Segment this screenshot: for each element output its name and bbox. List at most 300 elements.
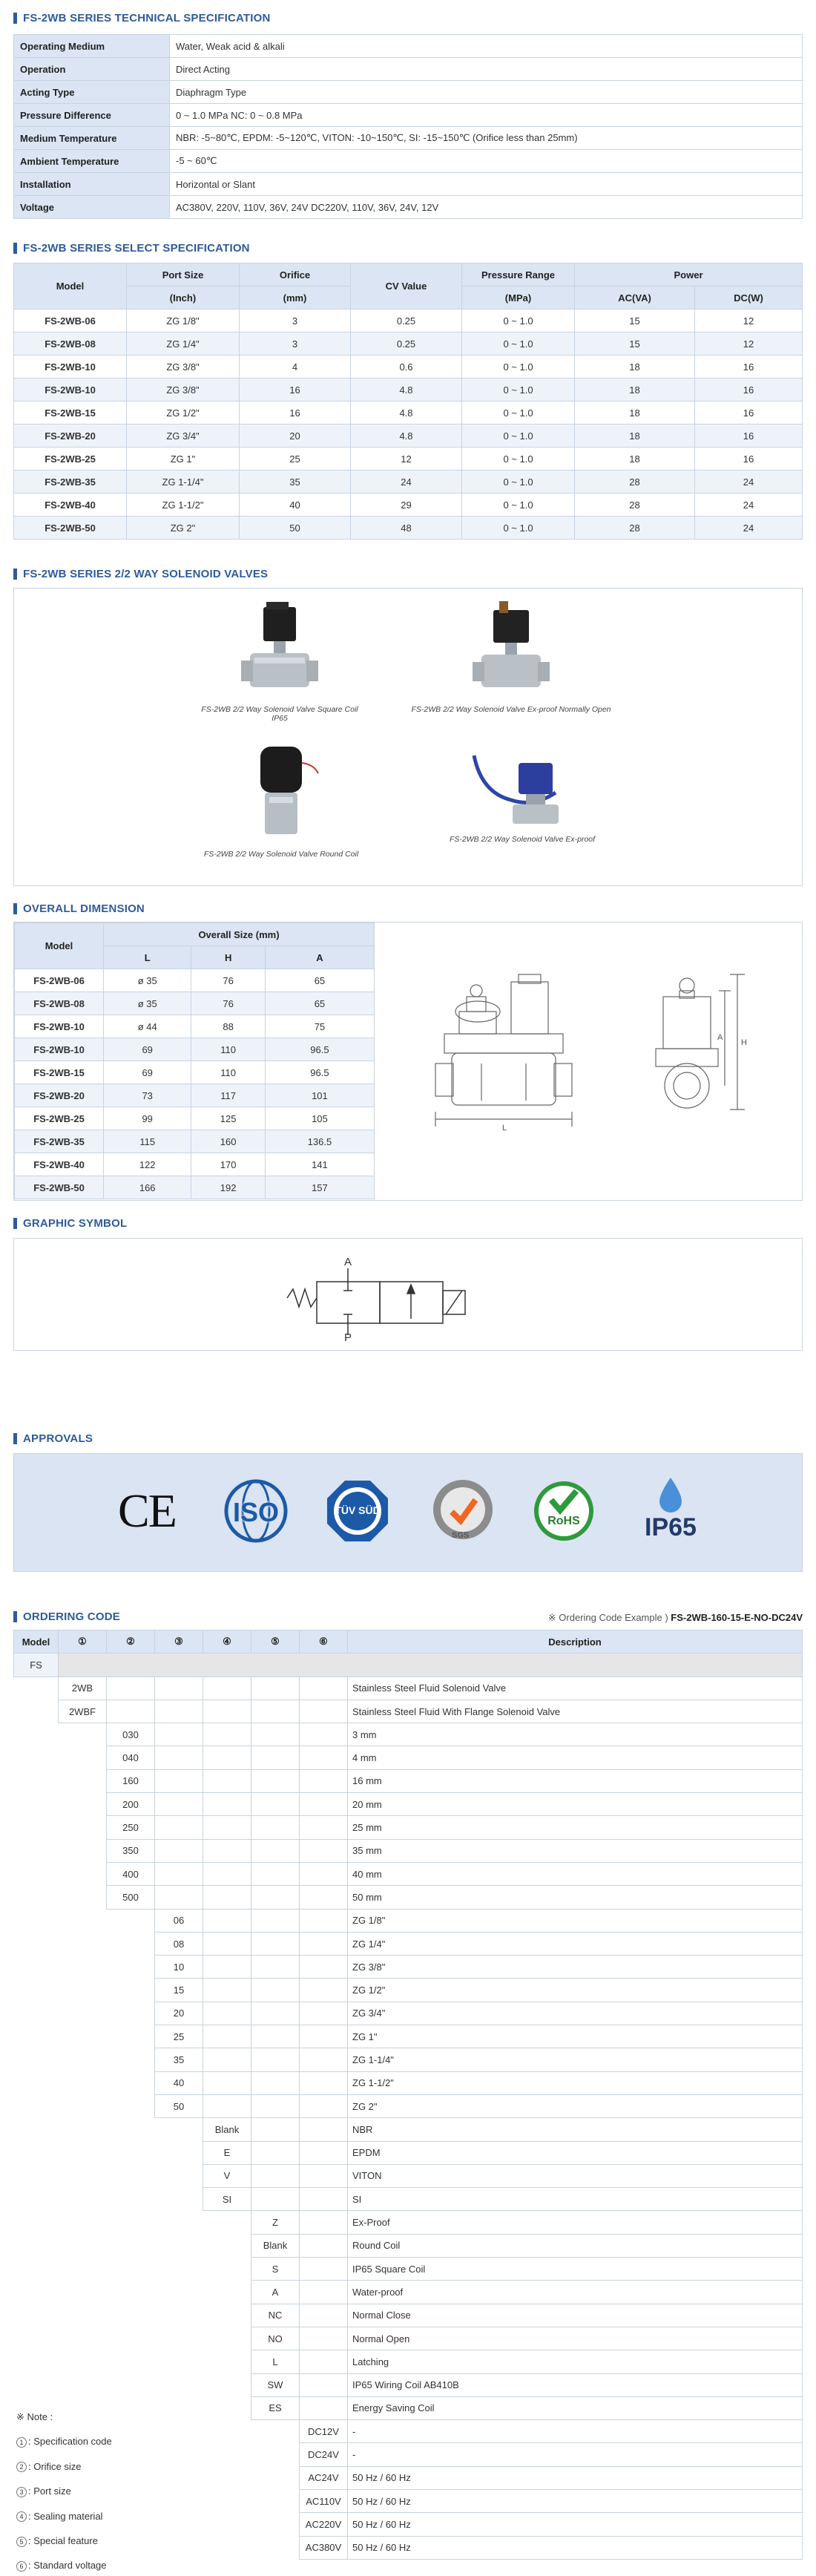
table-cell: 110 — [191, 1038, 265, 1061]
description-cell: Water-proof — [348, 2281, 803, 2304]
table-row — [14, 2188, 803, 2211]
ordering-table — [13, 1630, 803, 2560]
tech-spec-title: FS-2WB SERIES TECHNICAL SPECIFICATION — [23, 12, 271, 24]
table-row — [15, 1176, 375, 1199]
table-cell: 65 — [265, 969, 374, 992]
blank-cell — [155, 2164, 203, 2187]
col-orifice-unit: (mm) — [240, 286, 351, 309]
table-cell: 4.8 — [351, 378, 462, 402]
blank-cell — [107, 2188, 155, 2211]
empty-cell — [251, 1746, 300, 1769]
table-row — [15, 969, 375, 992]
iso-logo-text: ISO — [232, 1497, 279, 1527]
table-row — [14, 309, 803, 332]
table-row — [14, 2141, 803, 2164]
spec-row — [14, 127, 803, 150]
table-row — [15, 1015, 375, 1038]
dim-col-overall: Overall Size (mm) — [104, 923, 375, 946]
blank-cell — [59, 1839, 107, 1862]
table-row — [14, 1793, 803, 1816]
valve-caption-1: FS-2WB 2/2 Way Solenoid Valve Square Coil IP65 — [201, 705, 358, 723]
table-cell: 16 — [695, 378, 803, 402]
table-row — [14, 2443, 803, 2466]
table-cell: 0 ~ 1.0 — [462, 332, 575, 355]
table-row — [15, 1084, 375, 1107]
table-row — [14, 2373, 803, 2396]
table-row — [14, 448, 803, 471]
empty-cell — [155, 1723, 203, 1746]
blank-cell — [59, 2048, 107, 2071]
blank-cell — [155, 2211, 203, 2234]
empty-cell — [203, 2002, 251, 2025]
spec-value: Water, Weak acid & alkali — [170, 35, 803, 58]
table-cell: 160 — [191, 1130, 265, 1153]
heading-bar — [13, 568, 17, 580]
empty-cell — [251, 2188, 300, 2211]
empty-cell — [155, 1886, 203, 1909]
table-cell: ZG 1" — [127, 448, 240, 471]
empty-cell — [251, 2118, 300, 2141]
blank-cell — [14, 1700, 59, 1723]
blank-cell — [14, 1932, 59, 1955]
blank-cell — [107, 2164, 155, 2187]
table-cell: FS-2WB-35 — [14, 471, 127, 494]
spec-row — [14, 35, 803, 58]
blank-cell — [203, 2211, 251, 2234]
valve-caption-3: FS-2WB 2/2 Way Solenoid Valve Round Coil — [203, 850, 359, 859]
note-title: ※ Note : — [16, 2411, 53, 2422]
dim-col-a: A — [265, 946, 374, 969]
blank-cell — [14, 2002, 59, 2025]
blank-cell — [107, 2489, 155, 2512]
blank-cell — [59, 2211, 107, 2234]
select-spec-heading — [13, 242, 250, 255]
blank-cell — [107, 2466, 155, 2489]
table-row — [14, 2466, 803, 2489]
empty-cell — [300, 1746, 348, 1769]
table-cell: 25 — [240, 448, 351, 471]
empty-cell — [155, 1769, 203, 1792]
code-cell: 030 — [107, 1723, 155, 1746]
code-cell: ES — [251, 2396, 300, 2419]
code-cell: Blank — [251, 2234, 300, 2257]
blank-cell — [203, 2281, 251, 2304]
code-cell: SI — [203, 2188, 251, 2211]
table-cell: FS-2WB-20 — [15, 1084, 104, 1107]
blank-cell — [14, 2071, 59, 2094]
empty-cell — [203, 1677, 251, 1700]
approvals-heading — [13, 1432, 93, 1445]
description-cell: ZG 1/2" — [348, 1979, 803, 2002]
blank-cell — [14, 2188, 59, 2211]
code-cell: Blank — [203, 2118, 251, 2141]
table-cell: ø 35 — [104, 992, 191, 1015]
blank-cell — [59, 1723, 107, 1746]
table-cell: 16 — [695, 448, 803, 471]
spec-label: Medium Temperature — [14, 127, 170, 150]
description-cell: 50 mm — [348, 1886, 803, 1909]
table-row — [14, 2420, 803, 2443]
empty-cell — [251, 1979, 300, 2002]
code-cell: 20 — [155, 2002, 203, 2025]
blank-cell — [155, 2327, 203, 2350]
empty-cell — [251, 1677, 300, 1700]
table-cell: 15 — [575, 332, 695, 355]
table-cell: 0 ~ 1.0 — [462, 402, 575, 425]
table-cell: 16 — [240, 378, 351, 402]
blank-cell — [59, 2373, 107, 2396]
blank-cell — [155, 2188, 203, 2211]
blank-cell — [14, 2025, 59, 2048]
blank-cell — [107, 1956, 155, 1979]
blank-cell — [107, 1909, 155, 1932]
table-row — [14, 1979, 803, 2002]
code-cell: 35 — [155, 2048, 203, 2071]
table-cell: FS-2WB-10 — [14, 378, 127, 402]
ord-col-1: ① — [59, 1631, 107, 1654]
blank-cell — [107, 1932, 155, 1955]
valve-exproof-image — [467, 741, 578, 830]
blank-cell — [251, 2513, 300, 2536]
dimension-table — [14, 922, 375, 1199]
empty-cell — [203, 1723, 251, 1746]
empty-cell — [203, 2048, 251, 2071]
description-cell: EPDM — [348, 2141, 803, 2164]
note-item — [16, 2553, 112, 2576]
blank-cell — [155, 2281, 203, 2304]
empty-cell — [300, 1956, 348, 1979]
blank-cell — [59, 1979, 107, 2002]
table-cell: 110 — [191, 1061, 265, 1084]
empty-cell — [251, 2164, 300, 2187]
blank-cell — [107, 2071, 155, 2094]
blank-cell — [59, 1793, 107, 1816]
table-row — [14, 1839, 803, 1862]
table-cell: 125 — [191, 1107, 265, 1130]
blank-cell — [251, 2420, 300, 2443]
blank-cell — [107, 2048, 155, 2071]
drawing-label-h: H — [741, 1038, 747, 1047]
empty-cell — [300, 1700, 348, 1723]
blank-cell — [107, 1979, 155, 2002]
table-cell: 96.5 — [265, 1038, 374, 1061]
code-cell: DC12V — [300, 2420, 348, 2443]
code-cell: 40 — [155, 2071, 203, 2094]
table-row — [14, 332, 803, 355]
blank-cell — [14, 2304, 59, 2327]
blank-cell — [59, 2350, 107, 2373]
blank-cell — [14, 1886, 59, 1909]
valve-photo-round-coil — [200, 741, 363, 859]
empty-cell — [155, 1839, 203, 1862]
blank-cell — [155, 2118, 203, 2141]
table-cell: FS-2WB-40 — [15, 1153, 104, 1176]
empty-cell — [300, 2118, 348, 2141]
blank-cell — [14, 2373, 59, 2396]
table-cell: FS-2WB-10 — [15, 1015, 104, 1038]
table-row — [14, 1723, 803, 1746]
blank-cell — [155, 2396, 203, 2419]
table-cell: 69 — [104, 1038, 191, 1061]
empty-cell — [300, 2304, 348, 2327]
table-row — [14, 2396, 803, 2419]
table-row — [14, 2304, 803, 2327]
spec-value: -5 ~ 60℃ — [170, 150, 803, 173]
blank-cell — [59, 1956, 107, 1979]
blank-cell — [59, 2141, 107, 2164]
empty-cell — [251, 1932, 300, 1955]
empty-cell — [300, 2373, 348, 2396]
description-cell: 40 mm — [348, 1862, 803, 1885]
blank-cell — [14, 1979, 59, 2002]
code-cell: 50 — [155, 2094, 203, 2117]
description-cell: ZG 1/8" — [348, 1909, 803, 1932]
table-cell: FS-2WB-15 — [14, 402, 127, 425]
blank-cell — [14, 1909, 59, 1932]
table-row — [15, 1130, 375, 1153]
ord-col-6: ⑥ — [300, 1631, 348, 1654]
table-row — [14, 517, 803, 540]
blank-cell — [59, 1769, 107, 1792]
blank-cell — [59, 2258, 107, 2281]
code-cell: 040 — [107, 1746, 155, 1769]
blank-cell — [14, 1862, 59, 1885]
description-cell: ZG 2" — [348, 2094, 803, 2117]
description-cell: Normal Close — [348, 2304, 803, 2327]
table-cell: 192 — [191, 1176, 265, 1199]
valves-heading — [13, 568, 268, 580]
empty-cell — [300, 2350, 348, 2373]
table-cell: 16 — [240, 402, 351, 425]
code-cell: 2WBF — [59, 1700, 107, 1723]
blank-cell — [155, 2443, 203, 2466]
table-cell: 18 — [575, 448, 695, 471]
description-cell: ZG 3/8" — [348, 1956, 803, 1979]
description-cell: 25 mm — [348, 1816, 803, 1839]
ord-col-3: ③ — [155, 1631, 203, 1654]
ord-col-model: Model — [14, 1631, 59, 1654]
table-cell: 69 — [104, 1061, 191, 1084]
blank-cell — [203, 2536, 251, 2559]
table-cell: 12 — [695, 332, 803, 355]
spec-label: Ambient Temperature — [14, 150, 170, 173]
empty-cell — [300, 1723, 348, 1746]
blank-cell — [203, 2466, 251, 2489]
blank-cell — [107, 2258, 155, 2281]
dim-col-model: Model — [15, 923, 104, 969]
empty-cell — [300, 1839, 348, 1862]
blank-cell — [155, 2420, 203, 2443]
table-cell: FS-2WB-35 — [15, 1130, 104, 1153]
empty-cell — [300, 1769, 348, 1792]
empty-cell — [300, 2211, 348, 2234]
description-cell: 20 mm — [348, 1793, 803, 1816]
spec-label: Operating Medium — [14, 35, 170, 58]
description-cell: IP65 Square Coil — [348, 2258, 803, 2281]
note-number: 4 — [16, 2511, 27, 2522]
note-item — [16, 2454, 112, 2479]
table-cell: FS-2WB-15 — [15, 1061, 104, 1084]
description-cell: 50 Hz / 60 Hz — [348, 2489, 803, 2512]
empty-cell — [203, 1700, 251, 1723]
port-a-label: A — [344, 1256, 352, 1268]
blank-cell — [107, 2234, 155, 2257]
blank-cell — [203, 2327, 251, 2350]
code-cell: 06 — [155, 1909, 203, 1932]
empty-cell — [203, 1816, 251, 1839]
spec-label: Installation — [14, 173, 170, 196]
empty-cell — [155, 1793, 203, 1816]
blank-cell — [107, 2118, 155, 2141]
table-cell: 24 — [351, 471, 462, 494]
spec-row — [14, 150, 803, 173]
table-row — [15, 1107, 375, 1130]
heading-bar — [13, 13, 17, 24]
table-cell: 28 — [575, 494, 695, 517]
table-cell: 76 — [191, 992, 265, 1015]
empty-cell — [203, 2025, 251, 2048]
valve-photo-exproof-no — [400, 600, 622, 714]
valves-gallery — [13, 588, 803, 886]
valve-caption-4: FS-2WB 2/2 Way Solenoid Valve Ex-proof — [449, 835, 596, 844]
spec-row — [14, 196, 803, 219]
empty-cell — [300, 1909, 348, 1932]
description-cell: Ex-Proof — [348, 2211, 803, 2234]
table-row — [14, 355, 803, 378]
table-cell: FS-2WB-25 — [15, 1107, 104, 1130]
blank-cell — [14, 2234, 59, 2257]
table-cell: 0 ~ 1.0 — [462, 355, 575, 378]
table-cell: 18 — [575, 402, 695, 425]
blank-cell — [155, 2350, 203, 2373]
table-row — [14, 2118, 803, 2141]
table-row — [14, 2536, 803, 2559]
valves-title: FS-2WB SERIES 2/2 WAY SOLENOID VALVES — [23, 568, 269, 580]
note-text: : Standard voltage — [28, 2560, 107, 2572]
empty-cell — [107, 1677, 155, 1700]
select-spec-table — [13, 263, 803, 540]
code-cell: 15 — [155, 1979, 203, 2002]
symbol-panel — [13, 1238, 803, 1351]
table-cell: 16 — [695, 425, 803, 448]
table-cell: 12 — [351, 448, 462, 471]
table-cell: FS-2WB-06 — [15, 969, 104, 992]
table-row — [14, 471, 803, 494]
blank-cell — [107, 2304, 155, 2327]
model-code-filler — [59, 1654, 803, 1677]
sgs-logo — [430, 1476, 496, 1547]
rohs-logo-text: RoHS — [547, 1515, 580, 1527]
description-cell: 50 Hz / 60 Hz — [348, 2513, 803, 2536]
table-row — [14, 1956, 803, 1979]
col-pressure-unit: (MPa) — [462, 286, 575, 309]
table-cell: 4.8 — [351, 402, 462, 425]
table-cell: 0 ~ 1.0 — [462, 425, 575, 448]
empty-cell — [300, 2048, 348, 2071]
blank-cell — [14, 1956, 59, 1979]
empty-cell — [251, 1723, 300, 1746]
empty-cell — [155, 1862, 203, 1885]
dim-col-h: H — [191, 946, 265, 969]
table-cell: ø 44 — [104, 1015, 191, 1038]
blank-cell — [59, 1886, 107, 1909]
table-row — [14, 2350, 803, 2373]
ip65-logo-text: IP65 — [645, 1513, 697, 1541]
description-cell: ZG 1" — [348, 2025, 803, 2048]
ordering-title: ORDERING CODE — [23, 1610, 120, 1623]
blank-cell — [59, 2304, 107, 2327]
dimension-drawing — [400, 952, 786, 1175]
table-row — [14, 1886, 803, 1909]
table-row — [14, 2211, 803, 2234]
table-cell: FS-2WB-06 — [14, 309, 127, 332]
blank-cell — [59, 1862, 107, 1885]
symbol-heading — [13, 1217, 127, 1230]
table-cell: 18 — [575, 378, 695, 402]
ip65-logo — [630, 1475, 711, 1549]
empty-cell — [203, 1793, 251, 1816]
table-row — [14, 1932, 803, 1955]
empty-cell — [251, 1793, 300, 1816]
code-cell: Z — [251, 2211, 300, 2234]
blank-cell — [14, 1839, 59, 1862]
blank-cell — [107, 2281, 155, 2304]
model-code-cell: FS — [14, 1654, 59, 1677]
blank-cell — [107, 2025, 155, 2048]
table-cell: ZG 1-1/4" — [127, 471, 240, 494]
table-cell: ZG 3/4" — [127, 425, 240, 448]
table-cell: 75 — [265, 1015, 374, 1038]
table-cell: FS-2WB-10 — [14, 355, 127, 378]
table-cell: 40 — [240, 494, 351, 517]
table-cell: FS-2WB-20 — [14, 425, 127, 448]
note-number: 1 — [16, 2437, 27, 2448]
empty-cell — [251, 1816, 300, 1839]
description-cell: - — [348, 2443, 803, 2466]
approvals-panel — [13, 1453, 803, 1572]
blank-cell — [59, 2327, 107, 2350]
table-cell: 76 — [191, 969, 265, 992]
table-cell: ZG 1/8" — [127, 309, 240, 332]
empty-cell — [300, 2025, 348, 2048]
empty-cell — [300, 2396, 348, 2419]
empty-cell — [300, 2002, 348, 2025]
empty-cell — [155, 1816, 203, 1839]
table-cell: 35 — [240, 471, 351, 494]
blank-cell — [59, 2002, 107, 2025]
col-port: Port Size — [127, 263, 240, 286]
table-row — [14, 1700, 803, 1723]
ordering-notes — [16, 2405, 112, 2576]
blank-cell — [59, 2234, 107, 2257]
description-cell: Stainless Steel Fluid With Flange Solenoid Valve — [348, 1700, 803, 1723]
description-cell: 4 mm — [348, 1746, 803, 1769]
empty-cell — [251, 2048, 300, 2071]
code-cell: AC24V — [300, 2466, 348, 2489]
empty-cell — [203, 2071, 251, 2094]
empty-cell — [300, 1677, 348, 1700]
empty-cell — [203, 1956, 251, 1979]
table-cell: 101 — [265, 1084, 374, 1107]
empty-cell — [251, 1956, 300, 1979]
col-dc: DC(W) — [695, 286, 803, 309]
table-cell: FS-2WB-50 — [14, 517, 127, 540]
symbol-title: GRAPHIC SYMBOL — [23, 1217, 128, 1230]
empty-cell — [300, 1979, 348, 2002]
description-cell: - — [348, 2420, 803, 2443]
description-cell: Stainless Steel Fluid Solenoid Valve — [348, 1677, 803, 1700]
blank-cell — [59, 2071, 107, 2094]
